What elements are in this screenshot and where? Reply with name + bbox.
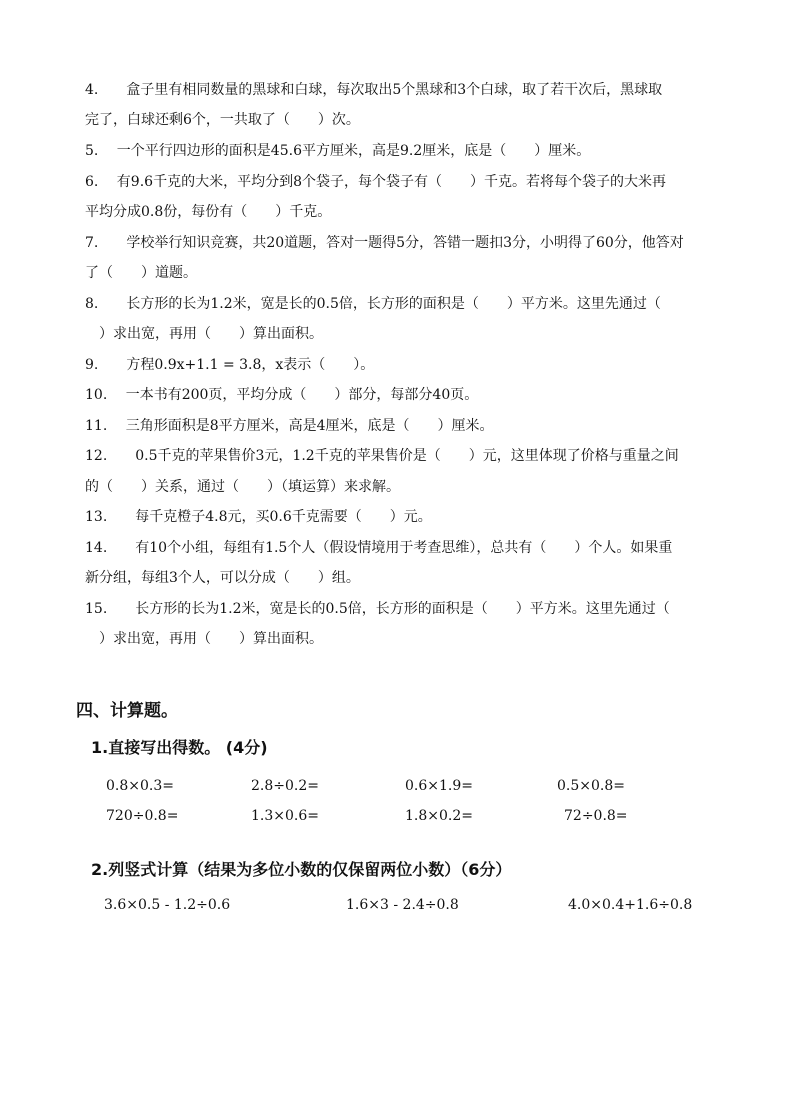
section-4-title: 四、计算题。 <box>76 701 178 721</box>
question-7-line-1: 7. 学校举行知识竞赛，共20道题，答对一题得5分，答错一题扣3分，小明得了60分，他答对 <box>85 235 684 251</box>
question-15-line-1: 15. 长方形的长为1.2米，宽是长的0.5倍，长方形的面积是（ ）平方米。这里先通过（ <box>85 601 670 617</box>
oral-calc-1-3: 0.6×1.9= <box>405 778 473 794</box>
oral-calc-2-3: 1.8×0.2= <box>405 808 473 824</box>
part-1-title: 1.直接写出得数。 (4分) <box>91 738 268 757</box>
oral-calc-2-1: 720÷0.8= <box>106 808 179 824</box>
question-7-line-2: 了（ ）道题。 <box>85 265 197 281</box>
question-4-line-2: 完了，白球还剩6个，一共取了（ ）次。 <box>85 112 360 128</box>
question-5-line-1: 5. 一个平行四边形的面积是45.6平方厘米，高是9.2厘米，底是（ ）厘米。 <box>85 143 591 159</box>
vertical-calc-2: 1.6×3 - 2.4÷0.8 <box>346 897 459 913</box>
oral-calc-2-4: 72÷0.8= <box>564 808 628 824</box>
question-14-line-2: 新分组，每组3个人，可以分成（ ）组。 <box>85 570 360 586</box>
oral-calc-2-2: 1.3×0.6= <box>251 808 319 824</box>
question-12-line-1: 12. 0.5千克的苹果售价3元，1.2千克的苹果售价是（ ）元，这里体现了价格与重量之间 <box>85 448 679 464</box>
question-8-line-1: 8. 长方形的长为1.2米，宽是长的0.5倍，长方形的面积是（ ）平方米。这里先通过（ <box>85 296 661 312</box>
question-4-line-1: 4. 盒子里有相同数量的黑球和白球，每次取出5个黑球和3个白球，取了若干次后，黑球取 <box>85 82 663 98</box>
question-8-line-2: ）求出宽，再用（ ）算出面积。 <box>85 326 323 342</box>
question-14-line-1: 14. 有10个小组，每组有1.5个人（假设情境用于考查思维），总共有（ ）个人。如果重 <box>85 540 673 556</box>
question-11-line-1: 11. 三角形面积是8平方厘米，高是4厘米，底是（ ）厘米。 <box>85 418 494 434</box>
question-13-line-1: 13. 每千克橙子4.8元，买0.6千克需要（ ）元。 <box>85 509 432 525</box>
part-2-title: 2.列竖式计算（结果为多位小数的仅保留两位小数）（6分） <box>91 860 512 879</box>
oral-calc-1-1: 0.8×0.3= <box>106 778 174 794</box>
vertical-calc-3: 4.0×0.4+1.6÷0.8 <box>568 897 693 913</box>
question-6-line-2: 平均分成0.8份，每份有（ ）千克。 <box>85 204 332 220</box>
question-9-line-1: 9. 方程0.9x+1.1 = 3.8，x表示（ ）。 <box>85 357 375 373</box>
oral-calc-1-2: 2.8÷0.2= <box>251 778 319 794</box>
question-6-line-1: 6. 有9.6千克的大米，平均分到8个袋子，每个袋子有（ ）千克。若将每个袋子的大米再 <box>85 174 666 190</box>
question-12-line-2: 的（ ）关系，通过（ ）（填运算）来求解。 <box>85 479 400 495</box>
vertical-calc-1: 3.6×0.5 - 1.2÷0.6 <box>104 897 231 913</box>
question-15-line-2: ）求出宽，再用（ ）算出面积。 <box>85 631 323 647</box>
oral-calc-1-4: 0.5×0.8= <box>557 778 625 794</box>
question-10-line-1: 10. 一本书有200页，平均分成（ ）部分，每部分40页。 <box>85 387 479 403</box>
